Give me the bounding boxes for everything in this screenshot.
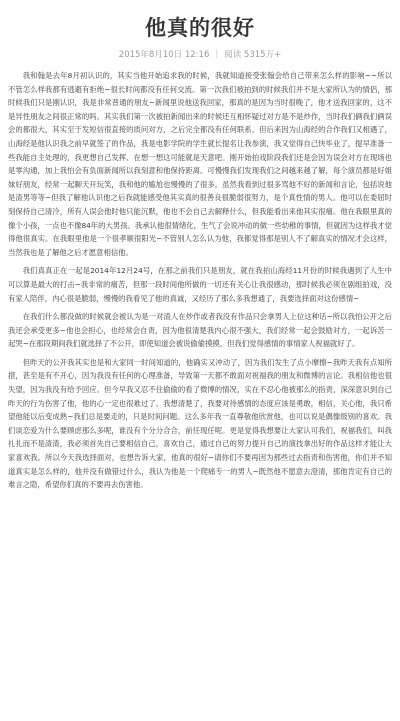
article-paragraph: 我们真真正在一起是2014年12月24号，在那之前我们只是朋友，就在我拍山海经11月份的时候我遇到了人生中可以算是最大的打击~我非常的痛苦，但那一段时间他所做的一切还有关心让我很感动，那时候我必须在剧组拍戏，没有家人陪伴，内心很是脆弱，慢慢的我看见了他的真诚，又经历了那么多我想通了，我要选择面对这份感情~ — [8, 266, 392, 303]
article-paragraph: 在我们什么都没做的时候就会被认为是一对渣人在炒作或者我没有作品只会拿男人上位这种话~所以我怕公开之后我还会承受更多~他也会担心，也经常会自责，因为他很清楚我内心很不强大，我们经常一起会鼓励对方，一起诉苦一起哭~在那段期间我们就选择了不公开，即使知道会被说偷偷摸摸，但我们觉得感情的事情家人祝福就好了。 — [8, 312, 392, 349]
article-meta — [8, 48, 392, 60]
read-count-label: 阅读 5315万+ — [224, 50, 282, 60]
article-title: 他真的很好 — [145, 16, 255, 40]
article-paragraph: 我和翰是去年8月初认识的，其实当他开始追求我的时候，我就知道接受张翰会给自己带来怎么样的影响~~所以不管怎么样我都有逃避有拒绝~很长时间都没有任何交流。第一次我们被拍到的时候我们并不是大家所认为的情侣，那时候我们只是刚认识，我是非常普通的朋友~新闻里说他送我回家，那真的是因为当时很晚了，他才送我回家的，这不是异性朋友之间很正常的吗。其实我们第一次被拍新闻出来的时候还互相怀疑过对方是不是炒作，当时我们俩我们俩误会的都很大，其实至于发短信很直接的质问对方，之后完全都没有任何联系。但后来因为山海经的合作我们又相遇了，山海经是他认识我之前早就签了的作品，我是电影学院的学生就长提名让我参演，我又觉得自己快毕业了，提早准备一些我能自主处理的，我更想自己发挥、在想一想这可能就是天意吧。刚开始拍戏阶段我们还是会因为误会对方在现场也是零沟通，加上我怕会有负面新闻所以我刻意和他保持距离。可慢慢我们发现我们之间越来越了解，每个演员都是好姐妹好朋友，经常一起聊天开玩笑，我和他的尴尬也慢慢的了很多。虽然我看到过很多骂他不好的新闻和言论，包括说他是渣男等等~但我了解他认识他之后我就能感受他其实真的很善良很脆弱很努力，是个真性情的男人。他可以在委屈时刻保持自己清冷，所有人误会他时他只能沉默，他也不会自己去解释什么，但我能看出来他其实很痛。他在我眼里真的像个小孩，一点也不像84年的大男孩。我承认他很情绪化，生气了会说冲动的做一些幼稚的事情，但就因为这样我才觉得他很真实。在我眼里他是一个很孝顺很阳光~不管别人怎么认为他，我都觉得那是别人不了解真实的情况才会这样，当然我也是了解他之后才愿意相信他。 — [8, 71, 392, 257]
article-paragraph: 但昨天的公开我其实也是和大家同一时间知道的，他确实又冲动了，因为我们发生了点小摩擦~我昨天我有点知所措，甚至是有不开心，因为我没有任何的心理准备，导致第一天都不敢面对祝福我的朋友和微博的言论。我相信他也很失望，因为我没有给予回应。但今早我又忍不住偷偷的看了微博的情况，实在不忍心他被那么的指责，深深意识到自己昨天的行为伤害了他，他的心一定也很难过了。我想清楚了，我要对待感情的态度应该是勇敢，相信，关心他，我只希望他能以后变成熟~我们总是要走的，只是时间问题。这么多年我一直尊敬他欣赏他，也可以说是偶像级别的喜欢。我们谈恋爱为什么要顾虑那么多呢，谁没有个分分合合，前任现任呢。更是觉得我想要让大家认可我们，祝福我们，叫我扎扎而不是渣渣，我必须首先自己要相信自己，喜欢自己，通过自己的努力提升自己的演技拿出好的作品这样才能让大家喜欢我。所以今天我选择面对，也想告诉大家，他真的很好~请你们不要再因为那些过去指责和伤害他，你们并不知道真实是怎么样的，他并没有做错过什么，我认为他是一个爬痛专一的男人~既然他不愿意去澄清，那他肯定有自己的难言之隐，希望你们真的不要再去伤害他。 — [8, 357, 392, 490]
publish-date: 2015年8月10日 12:16 — [118, 50, 210, 60]
meta-divider: | — [215, 49, 219, 59]
read-count — [224, 48, 281, 60]
